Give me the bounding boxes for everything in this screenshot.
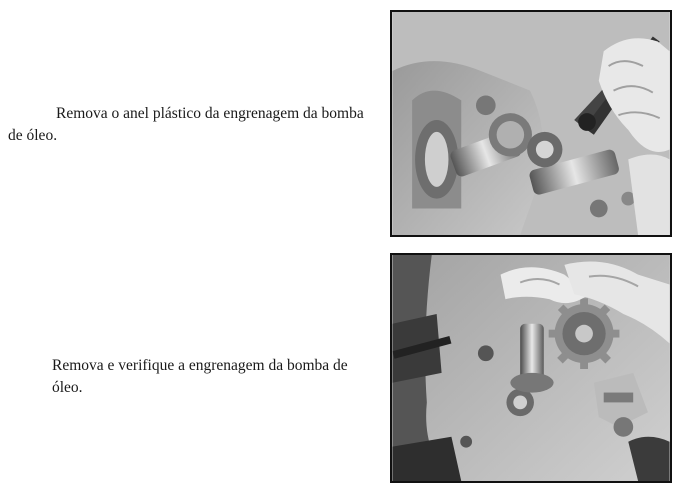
- procedure-step-2: [0, 245, 693, 490]
- step-1-instruction: Remova o anel plástico da engrenagem da bomba de óleo.: [8, 105, 364, 144]
- engine-oil-pump-gear-plastic-ring-removal-photo: [390, 10, 672, 237]
- engine-oil-pump-gear-removal-photo: [390, 253, 672, 483]
- step-2-instruction: Remova e verifique a engrenagem da bomba de óleo.: [52, 357, 348, 396]
